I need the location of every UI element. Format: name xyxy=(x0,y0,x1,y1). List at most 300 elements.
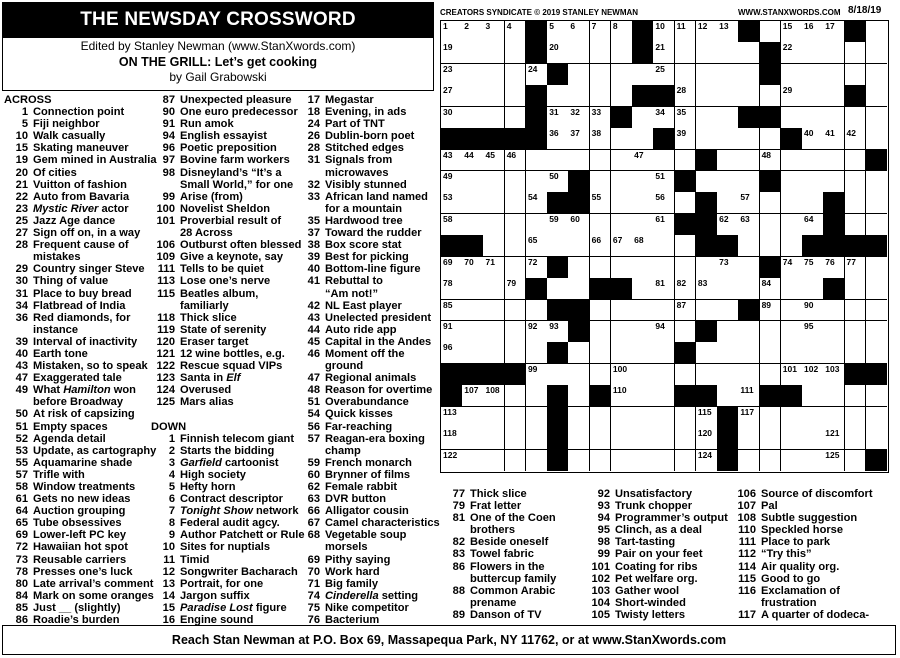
grid-cell[interactable] xyxy=(802,214,824,236)
grid-cell[interactable] xyxy=(568,278,590,300)
grid-cell[interactable] xyxy=(505,64,527,86)
grid-cell[interactable] xyxy=(781,171,803,193)
grid-cell[interactable] xyxy=(611,64,633,86)
grid-cell[interactable] xyxy=(483,192,505,214)
grid-cell[interactable] xyxy=(611,257,633,279)
grid-cell[interactable] xyxy=(760,235,782,257)
grid-cell[interactable] xyxy=(611,150,633,172)
grid-cell[interactable] xyxy=(845,128,867,150)
grid-cell[interactable] xyxy=(547,214,569,236)
grid-cell[interactable] xyxy=(866,214,888,236)
grid-cell[interactable] xyxy=(611,128,633,150)
grid-cell[interactable] xyxy=(802,171,824,193)
grid-cell[interactable] xyxy=(802,85,824,107)
grid-cell[interactable] xyxy=(462,300,484,322)
grid-cell[interactable] xyxy=(526,300,548,322)
grid-cell[interactable] xyxy=(760,300,782,322)
grid-cell[interactable] xyxy=(653,107,675,129)
grid-cell[interactable] xyxy=(675,257,697,279)
grid-cell[interactable] xyxy=(802,42,824,64)
grid-cell[interactable] xyxy=(675,64,697,86)
grid-cell[interactable] xyxy=(845,450,867,472)
grid-cell[interactable] xyxy=(653,278,675,300)
grid-cell[interactable] xyxy=(632,450,654,472)
grid-cell[interactable] xyxy=(717,107,739,129)
grid-cell[interactable] xyxy=(717,171,739,193)
grid-cell[interactable] xyxy=(526,171,548,193)
grid-cell[interactable] xyxy=(781,321,803,343)
grid-cell[interactable] xyxy=(653,171,675,193)
grid-cell[interactable] xyxy=(760,278,782,300)
grid-cell[interactable] xyxy=(738,321,760,343)
grid-cell[interactable] xyxy=(483,171,505,193)
grid-cell[interactable] xyxy=(760,150,782,172)
grid-cell[interactable] xyxy=(738,192,760,214)
grid-cell[interactable] xyxy=(462,150,484,172)
grid-cell[interactable] xyxy=(760,321,782,343)
grid-cell[interactable] xyxy=(483,342,505,364)
grid-cell[interactable] xyxy=(568,128,590,150)
grid-cell[interactable] xyxy=(675,85,697,107)
grid-cell[interactable] xyxy=(760,214,782,236)
grid-cell[interactable] xyxy=(675,450,697,472)
grid-cell[interactable] xyxy=(653,235,675,257)
grid-cell[interactable] xyxy=(675,192,697,214)
grid-cell[interactable] xyxy=(738,235,760,257)
grid-cell[interactable] xyxy=(696,407,718,429)
grid-cell[interactable] xyxy=(441,342,463,364)
grid-cell[interactable] xyxy=(866,407,888,429)
grid-cell[interactable] xyxy=(590,64,612,86)
grid-cell[interactable] xyxy=(845,192,867,214)
grid-cell[interactable] xyxy=(568,107,590,129)
grid-cell[interactable] xyxy=(483,235,505,257)
grid-cell[interactable] xyxy=(483,385,505,407)
grid-cell[interactable] xyxy=(568,21,590,43)
grid-cell[interactable] xyxy=(845,385,867,407)
grid-cell[interactable] xyxy=(802,364,824,386)
grid-cell[interactable] xyxy=(866,64,888,86)
grid-cell[interactable] xyxy=(462,64,484,86)
grid-cell[interactable] xyxy=(526,192,548,214)
grid-cell[interactable] xyxy=(505,428,527,450)
grid-cell[interactable] xyxy=(866,300,888,322)
grid-cell[interactable] xyxy=(441,21,463,43)
grid-cell[interactable] xyxy=(823,64,845,86)
grid-cell[interactable] xyxy=(675,21,697,43)
grid-cell[interactable] xyxy=(738,150,760,172)
grid-cell[interactable] xyxy=(866,342,888,364)
grid-cell[interactable] xyxy=(547,278,569,300)
grid-cell[interactable] xyxy=(611,171,633,193)
grid-cell[interactable] xyxy=(547,85,569,107)
grid-cell[interactable] xyxy=(632,192,654,214)
grid-cell[interactable] xyxy=(717,42,739,64)
grid-cell[interactable] xyxy=(823,428,845,450)
grid-cell[interactable] xyxy=(653,321,675,343)
grid-cell[interactable] xyxy=(696,300,718,322)
grid-cell[interactable] xyxy=(505,150,527,172)
grid-cell[interactable] xyxy=(483,407,505,429)
grid-cell[interactable] xyxy=(717,257,739,279)
grid-cell[interactable] xyxy=(632,385,654,407)
grid-cell[interactable] xyxy=(738,428,760,450)
grid-cell[interactable] xyxy=(781,257,803,279)
grid-cell[interactable] xyxy=(632,128,654,150)
grid-cell[interactable] xyxy=(675,42,697,64)
grid-cell[interactable] xyxy=(845,150,867,172)
grid-cell[interactable] xyxy=(632,257,654,279)
grid-cell[interactable] xyxy=(760,450,782,472)
grid-cell[interactable] xyxy=(632,214,654,236)
grid-cell[interactable] xyxy=(483,428,505,450)
grid-cell[interactable] xyxy=(590,342,612,364)
grid-cell[interactable] xyxy=(845,257,867,279)
grid-cell[interactable] xyxy=(547,107,569,129)
grid-cell[interactable] xyxy=(611,321,633,343)
grid-cell[interactable] xyxy=(653,342,675,364)
grid-cell[interactable] xyxy=(823,300,845,322)
grid-cell[interactable] xyxy=(653,450,675,472)
grid-cell[interactable] xyxy=(781,364,803,386)
grid-cell[interactable] xyxy=(717,342,739,364)
grid-cell[interactable] xyxy=(526,407,548,429)
grid-cell[interactable] xyxy=(590,257,612,279)
grid-cell[interactable] xyxy=(781,428,803,450)
grid-cell[interactable] xyxy=(866,21,888,43)
grid-cell[interactable] xyxy=(441,85,463,107)
grid-cell[interactable] xyxy=(526,64,548,86)
grid-cell[interactable] xyxy=(696,278,718,300)
grid-cell[interactable] xyxy=(611,385,633,407)
grid-cell[interactable] xyxy=(696,428,718,450)
grid-cell[interactable] xyxy=(823,150,845,172)
grid-cell[interactable] xyxy=(505,235,527,257)
grid-cell[interactable] xyxy=(483,450,505,472)
grid-cell[interactable] xyxy=(675,428,697,450)
grid-cell[interactable] xyxy=(547,21,569,43)
grid-cell[interactable] xyxy=(866,257,888,279)
grid-cell[interactable] xyxy=(505,214,527,236)
grid-cell[interactable] xyxy=(781,300,803,322)
grid-cell[interactable] xyxy=(802,107,824,129)
grid-cell[interactable] xyxy=(611,342,633,364)
grid-cell[interactable] xyxy=(462,407,484,429)
grid-cell[interactable] xyxy=(717,150,739,172)
grid-cell[interactable] xyxy=(441,150,463,172)
grid-cell[interactable] xyxy=(653,385,675,407)
grid-cell[interactable] xyxy=(738,171,760,193)
grid-cell[interactable] xyxy=(611,364,633,386)
grid-cell[interactable] xyxy=(568,150,590,172)
grid-cell[interactable] xyxy=(441,214,463,236)
website-link[interactable]: WWW.STANXWORDS.COM xyxy=(738,8,841,17)
grid-cell[interactable] xyxy=(866,192,888,214)
grid-cell[interactable] xyxy=(866,42,888,64)
grid-cell[interactable] xyxy=(568,214,590,236)
grid-cell[interactable] xyxy=(696,128,718,150)
grid-cell[interactable] xyxy=(781,21,803,43)
grid-cell[interactable] xyxy=(483,300,505,322)
grid-cell[interactable] xyxy=(738,214,760,236)
grid-cell[interactable] xyxy=(823,107,845,129)
grid-cell[interactable] xyxy=(717,85,739,107)
grid-cell[interactable] xyxy=(590,364,612,386)
grid-cell[interactable] xyxy=(483,321,505,343)
grid-cell[interactable] xyxy=(802,300,824,322)
grid-cell[interactable] xyxy=(866,385,888,407)
grid-cell[interactable] xyxy=(675,278,697,300)
grid-cell[interactable] xyxy=(696,42,718,64)
grid-cell[interactable] xyxy=(590,128,612,150)
grid-cell[interactable] xyxy=(590,192,612,214)
grid-cell[interactable] xyxy=(653,407,675,429)
grid-cell[interactable] xyxy=(441,171,463,193)
grid-cell[interactable] xyxy=(781,450,803,472)
grid-cell[interactable] xyxy=(462,385,484,407)
grid-cell[interactable] xyxy=(696,171,718,193)
grid-cell[interactable] xyxy=(590,235,612,257)
grid-cell[interactable] xyxy=(505,342,527,364)
grid-cell[interactable] xyxy=(802,321,824,343)
grid-cell[interactable] xyxy=(590,150,612,172)
grid-cell[interactable] xyxy=(590,300,612,322)
grid-cell[interactable] xyxy=(717,128,739,150)
grid-cell[interactable] xyxy=(696,64,718,86)
grid-cell[interactable] xyxy=(675,300,697,322)
grid-cell[interactable] xyxy=(675,364,697,386)
grid-cell[interactable] xyxy=(802,64,824,86)
grid-cell[interactable] xyxy=(505,42,527,64)
grid-cell[interactable] xyxy=(462,257,484,279)
grid-cell[interactable] xyxy=(738,85,760,107)
grid-cell[interactable] xyxy=(653,64,675,86)
grid-cell[interactable] xyxy=(845,42,867,64)
grid-cell[interactable] xyxy=(866,428,888,450)
grid-cell[interactable] xyxy=(738,257,760,279)
grid-cell[interactable] xyxy=(547,235,569,257)
grid-cell[interactable] xyxy=(802,150,824,172)
grid-cell[interactable] xyxy=(738,342,760,364)
grid-cell[interactable] xyxy=(483,257,505,279)
grid-cell[interactable] xyxy=(462,42,484,64)
grid-cell[interactable] xyxy=(441,64,463,86)
grid-cell[interactable] xyxy=(760,128,782,150)
grid-cell[interactable] xyxy=(802,278,824,300)
grid-cell[interactable] xyxy=(462,321,484,343)
grid-cell[interactable] xyxy=(483,64,505,86)
grid-cell[interactable] xyxy=(781,342,803,364)
grid-cell[interactable] xyxy=(781,235,803,257)
grid-cell[interactable] xyxy=(526,150,548,172)
grid-cell[interactable] xyxy=(441,107,463,129)
grid-cell[interactable] xyxy=(568,342,590,364)
grid-cell[interactable] xyxy=(760,364,782,386)
grid-cell[interactable] xyxy=(802,385,824,407)
grid-cell[interactable] xyxy=(441,192,463,214)
grid-cell[interactable] xyxy=(505,171,527,193)
grid-cell[interactable] xyxy=(611,21,633,43)
grid-cell[interactable] xyxy=(483,214,505,236)
grid-cell[interactable] xyxy=(441,428,463,450)
grid-cell[interactable] xyxy=(547,364,569,386)
grid-cell[interactable] xyxy=(505,107,527,129)
grid-cell[interactable] xyxy=(675,107,697,129)
grid-cell[interactable] xyxy=(823,364,845,386)
grid-cell[interactable] xyxy=(845,300,867,322)
grid-cell[interactable] xyxy=(823,257,845,279)
grid-cell[interactable] xyxy=(781,85,803,107)
grid-cell[interactable] xyxy=(675,150,697,172)
grid-cell[interactable] xyxy=(845,214,867,236)
grid-cell[interactable] xyxy=(802,192,824,214)
grid-cell[interactable] xyxy=(611,450,633,472)
grid-cell[interactable] xyxy=(781,214,803,236)
grid-cell[interactable] xyxy=(738,385,760,407)
grid-cell[interactable] xyxy=(823,21,845,43)
grid-cell[interactable] xyxy=(632,150,654,172)
grid-cell[interactable] xyxy=(590,42,612,64)
grid-cell[interactable] xyxy=(653,300,675,322)
grid-cell[interactable] xyxy=(823,85,845,107)
grid-cell[interactable] xyxy=(738,278,760,300)
grid-cell[interactable] xyxy=(866,278,888,300)
grid-cell[interactable] xyxy=(505,450,527,472)
grid-cell[interactable] xyxy=(823,128,845,150)
grid-cell[interactable] xyxy=(760,21,782,43)
grid-cell[interactable] xyxy=(632,300,654,322)
grid-cell[interactable] xyxy=(845,64,867,86)
grid-cell[interactable] xyxy=(653,257,675,279)
grid-cell[interactable] xyxy=(845,278,867,300)
grid-cell[interactable] xyxy=(590,85,612,107)
grid-cell[interactable] xyxy=(760,428,782,450)
grid-cell[interactable] xyxy=(866,107,888,129)
grid-cell[interactable] xyxy=(590,407,612,429)
grid-cell[interactable] xyxy=(781,107,803,129)
grid-cell[interactable] xyxy=(483,85,505,107)
grid-cell[interactable] xyxy=(866,321,888,343)
grid-cell[interactable] xyxy=(696,107,718,129)
grid-cell[interactable] xyxy=(547,42,569,64)
grid-cell[interactable] xyxy=(441,450,463,472)
grid-cell[interactable] xyxy=(526,342,548,364)
grid-cell[interactable] xyxy=(441,42,463,64)
grid-cell[interactable] xyxy=(717,385,739,407)
grid-cell[interactable] xyxy=(738,407,760,429)
grid-cell[interactable] xyxy=(802,257,824,279)
grid-cell[interactable] xyxy=(590,450,612,472)
grid-cell[interactable] xyxy=(590,171,612,193)
grid-cell[interactable] xyxy=(505,321,527,343)
grid-cell[interactable] xyxy=(590,21,612,43)
grid-cell[interactable] xyxy=(462,214,484,236)
grid-cell[interactable] xyxy=(802,450,824,472)
grid-cell[interactable] xyxy=(462,342,484,364)
grid-cell[interactable] xyxy=(568,385,590,407)
grid-cell[interactable] xyxy=(462,107,484,129)
grid-cell[interactable] xyxy=(675,128,697,150)
grid-cell[interactable] xyxy=(462,192,484,214)
grid-cell[interactable] xyxy=(675,321,697,343)
grid-cell[interactable] xyxy=(696,364,718,386)
grid-cell[interactable] xyxy=(802,428,824,450)
grid-cell[interactable] xyxy=(717,64,739,86)
grid-cell[interactable] xyxy=(760,85,782,107)
grid-cell[interactable] xyxy=(547,171,569,193)
grid-cell[interactable] xyxy=(462,171,484,193)
grid-cell[interactable] xyxy=(653,150,675,172)
grid-cell[interactable] xyxy=(462,450,484,472)
grid-cell[interactable] xyxy=(632,278,654,300)
grid-cell[interactable] xyxy=(823,321,845,343)
grid-cell[interactable] xyxy=(781,64,803,86)
grid-cell[interactable] xyxy=(505,385,527,407)
grid-cell[interactable] xyxy=(611,235,633,257)
grid-cell[interactable] xyxy=(568,64,590,86)
grid-cell[interactable] xyxy=(823,171,845,193)
grid-cell[interactable] xyxy=(738,128,760,150)
grid-cell[interactable] xyxy=(590,428,612,450)
grid-cell[interactable] xyxy=(845,407,867,429)
grid-cell[interactable] xyxy=(845,171,867,193)
grid-cell[interactable] xyxy=(505,257,527,279)
grid-cell[interactable] xyxy=(696,85,718,107)
grid-cell[interactable] xyxy=(526,321,548,343)
grid-cell[interactable] xyxy=(653,42,675,64)
grid-cell[interactable] xyxy=(611,428,633,450)
grid-cell[interactable] xyxy=(590,107,612,129)
grid-cell[interactable] xyxy=(462,21,484,43)
grid-cell[interactable] xyxy=(717,21,739,43)
grid-cell[interactable] xyxy=(568,257,590,279)
grid-cell[interactable] xyxy=(845,107,867,129)
grid-cell[interactable] xyxy=(568,407,590,429)
grid-cell[interactable] xyxy=(441,321,463,343)
grid-cell[interactable] xyxy=(781,192,803,214)
grid-cell[interactable] xyxy=(823,407,845,429)
grid-cell[interactable] xyxy=(781,407,803,429)
grid-cell[interactable] xyxy=(483,42,505,64)
grid-cell[interactable] xyxy=(441,407,463,429)
grid-cell[interactable] xyxy=(441,300,463,322)
grid-cell[interactable] xyxy=(526,428,548,450)
grid-cell[interactable] xyxy=(505,278,527,300)
grid-cell[interactable] xyxy=(653,192,675,214)
grid-cell[interactable] xyxy=(802,407,824,429)
grid-cell[interactable] xyxy=(632,64,654,86)
grid-cell[interactable] xyxy=(696,257,718,279)
grid-cell[interactable] xyxy=(696,450,718,472)
grid-cell[interactable] xyxy=(632,235,654,257)
grid-cell[interactable] xyxy=(781,42,803,64)
grid-cell[interactable] xyxy=(568,85,590,107)
grid-cell[interactable] xyxy=(483,150,505,172)
grid-cell[interactable] xyxy=(483,107,505,129)
grid-cell[interactable] xyxy=(505,21,527,43)
grid-cell[interactable] xyxy=(738,42,760,64)
grid-cell[interactable] xyxy=(802,342,824,364)
grid-cell[interactable] xyxy=(781,150,803,172)
grid-cell[interactable] xyxy=(717,192,739,214)
grid-cell[interactable] xyxy=(760,192,782,214)
grid-cell[interactable] xyxy=(611,85,633,107)
grid-cell[interactable] xyxy=(568,450,590,472)
grid-cell[interactable] xyxy=(462,85,484,107)
grid-cell[interactable] xyxy=(653,364,675,386)
grid-cell[interactable] xyxy=(441,257,463,279)
grid-cell[interactable] xyxy=(760,407,782,429)
